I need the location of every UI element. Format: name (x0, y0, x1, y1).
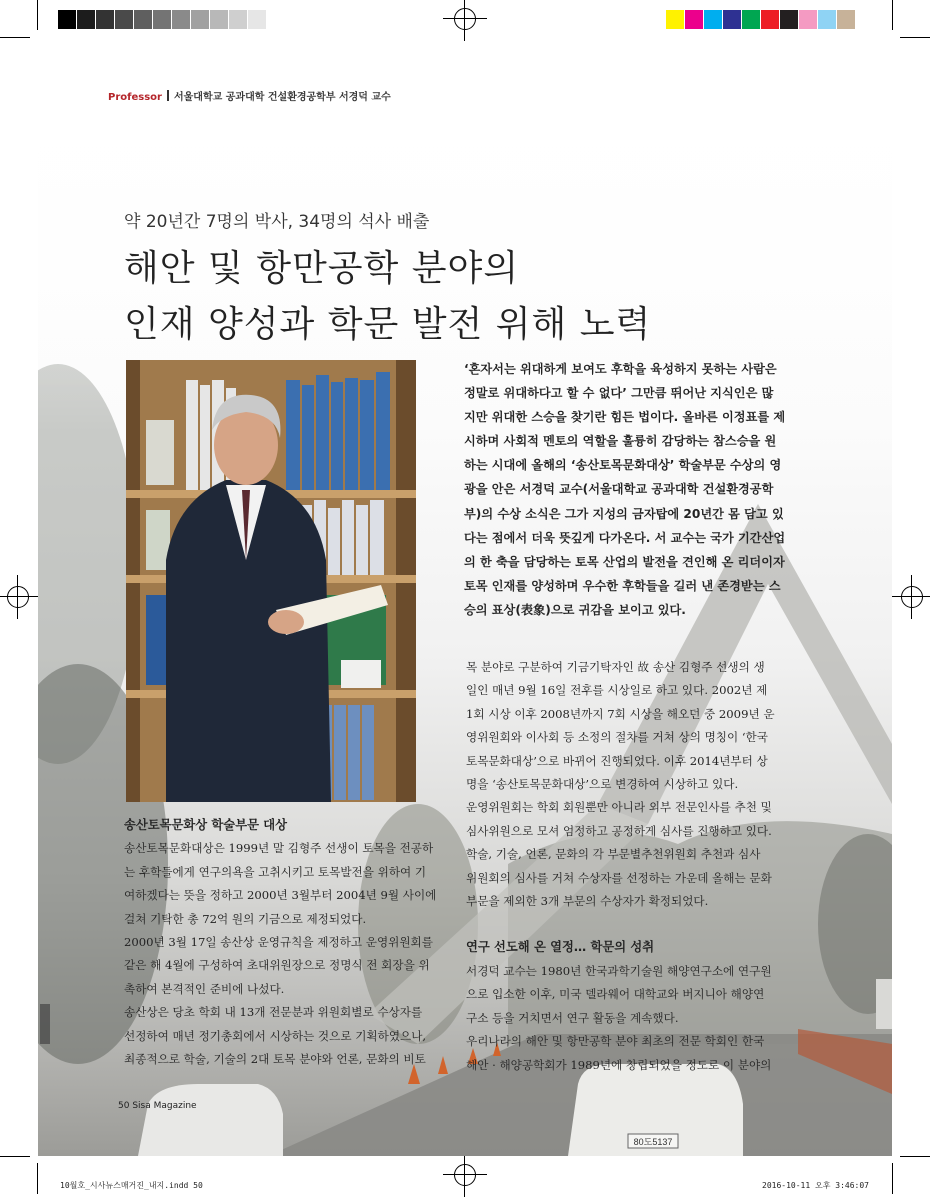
header-divider (167, 90, 169, 101)
professor-portrait-photo (126, 360, 416, 802)
body-line: 는 후학들에게 연구의욕을 고취시키고 토목발전을 위하여 기 (124, 864, 427, 879)
body-line: 위원회의 심사를 거쳐 수상자를 선정하는 가운데 올해는 문화 (466, 870, 772, 885)
article-subtitle: 약 20년간 7명의 박사, 34명의 석사 배출 (124, 212, 430, 232)
process-swatch (666, 10, 685, 29)
lead-line: 하는 시대에 올해의 ‘송산토목문화대상’ 학술부문 수상의 영 (464, 458, 782, 473)
body-line: 송산상은 당초 학회 내 13개 전문분과 위원회별로 수상자를 (124, 1005, 423, 1020)
process-color-bar (666, 10, 856, 29)
crop-mark (0, 1156, 30, 1157)
body-line: 2000년 3월 17일 송산상 운영규칙을 제정하고 운영위원회를 (124, 935, 433, 950)
crop-mark (892, 1163, 893, 1194)
registration-mark-bottom (443, 1153, 487, 1197)
lead-line: 의 한 축을 담당하는 토목 산업의 발전을 견인해 온 리더이자 (464, 554, 785, 569)
body-line: 해안 · 해양공학회가 1989년에 창립되었을 정도로 이 분야의 (466, 1057, 772, 1072)
header-affiliation: 서울대학교 공과대학 건설환경공학부 서경덕 교수 (173, 92, 391, 103)
lead-line: 승의 표상(表象)으로 귀감을 보이고 있다. (464, 602, 686, 617)
lead-paragraph (464, 357, 819, 622)
body-line: 명을 ‘송산토목문화대상’으로 변경하여 시상하고 있다. (466, 777, 739, 792)
left-body-column (124, 814, 436, 1071)
lead-line: 다는 점에서 더욱 뜻깊게 다가온다. 서 교수는 국가 기간산업 (464, 530, 786, 545)
lead-line: 지만 위대한 스승을 찾기란 힘든 법이다. 올바른 이정표를 제 (464, 410, 786, 425)
gray-swatch (248, 10, 267, 29)
process-swatch (799, 10, 818, 29)
lead-line: 광을 안은 서경덕 교수(서울대학교 공과대학 건설환경공학 (464, 482, 774, 497)
body-line: 학술, 기술, 언론, 문화의 각 부문별추천위원회 추천과 심사 (466, 847, 761, 862)
section-header (108, 88, 391, 103)
gray-swatch (210, 10, 229, 29)
lead-line: 토목 인재를 양성하며 우수한 후학들을 길러 낸 존경받는 스 (464, 578, 781, 593)
paragraph-gap (466, 913, 775, 936)
section-label: Professor (108, 92, 162, 103)
body-line: 으로 입소한 이후, 미국 델라웨어 대학교와 버지니아 해양연 (466, 987, 765, 1002)
gray-swatch (115, 10, 134, 29)
body-line: 우리나라의 해안 및 항만공학 분야 최초의 전문 학회인 한국 (466, 1034, 765, 1049)
article-title-line-2: 인재 양성과 학문 발전 위해 노력 (124, 304, 652, 345)
body-line: 여하겠다는 뜻을 정하고 2000년 3월부터 2004년 9월 사이에 (124, 888, 437, 903)
body-line: 부문을 제외한 3개 부문의 수상자가 확정되었다. (466, 894, 709, 909)
lead-line: 부)의 수상 소식은 그가 지성의 금자탑에 20년간 몸 담고 있 (464, 506, 784, 521)
process-swatch (818, 10, 837, 29)
body-line: 최종적으로 학술, 기술의 2대 토목 분야와 언론, 문화의 비토 (124, 1052, 426, 1067)
gray-swatch (191, 10, 210, 29)
body-line: 촉하여 본격적인 준비에 나섰다. (124, 981, 285, 996)
magazine-page (38, 44, 892, 1156)
lead-line: 시하며 사회적 멘토의 역할을 훌륭히 감당하는 참스승을 원 (464, 434, 777, 449)
process-swatch (761, 10, 780, 29)
gray-swatch (172, 10, 191, 29)
gray-swatch (58, 10, 77, 29)
process-swatch (837, 10, 856, 29)
crop-mark (900, 1156, 930, 1157)
process-swatch (685, 10, 704, 29)
body-line: 서경덕 교수는 1980년 한국과학기술원 해양연구소에 연구원 (466, 963, 772, 978)
body-line: 같은 해 4월에 구성하여 초대위원장으로 정명식 전 회장을 위 (124, 958, 430, 973)
body-line: 영위원회와 이사회 등 소정의 절차를 거쳐 상의 명칭이 ‘한국 (466, 730, 768, 745)
body-line: 걸쳐 기탁한 총 72억 원의 기금으로 제정되었다. (124, 911, 367, 926)
registration-mark-top (443, 0, 487, 41)
slug-filename: 10월호_시사뉴스매거진_내지.indd 50 (60, 1181, 203, 1190)
body-line: 목 분야로 구분하여 기금기탁자인 故 송산 김형주 선생의 생 (466, 660, 765, 674)
registration-mark-left (0, 575, 40, 619)
right-body-column (466, 656, 775, 1077)
registration-mark-right (890, 575, 930, 619)
crop-mark (900, 37, 930, 38)
process-swatch (780, 10, 799, 29)
process-swatch (742, 10, 761, 29)
crop-mark (0, 37, 30, 38)
slug-timestamp: 2016-10-11 오후 3:46:07 (762, 1181, 869, 1190)
gray-color-bar (58, 10, 267, 29)
lead-line: 정말로 위대하다고 할 수 없다’ 그만큼 뛰어난 지식인은 많 (464, 386, 774, 401)
body-line: 운영위원회는 학회 회원뿐만 아니라 외부 전문인사를 추천 및 (466, 800, 772, 815)
gray-swatch (229, 10, 248, 29)
body-line: 송산토목문화대상은 1999년 말 김형주 선생이 토목을 전공하 (124, 841, 434, 856)
process-swatch (723, 10, 742, 29)
body-line: 심사위원으로 모셔 엄정하고 공정하게 심사를 진행하고 있다. (466, 823, 772, 838)
gray-swatch (153, 10, 172, 29)
left-section-heading: 송산토목문화상 학술부문 대상 (124, 818, 287, 832)
body-line: 토목문화대상’으로 바뀌어 진행되었다. 이후 2014년부터 상 (466, 753, 768, 768)
crop-mark (37, 0, 38, 30)
body-line: 일인 매년 9월 16일 전후를 시상일로 하고 있다. 2002년 제 (466, 683, 768, 698)
body-line: 선정하여 매년 정기총회에서 시상하는 것으로 기획하였으나, (124, 1028, 427, 1043)
gray-swatch (77, 10, 96, 29)
crop-mark (892, 0, 893, 30)
page-folio: 50 Sisa Magazine (118, 1101, 197, 1111)
body-line: 1회 시상 이후 2008년까지 7회 시상을 해오던 중 2009년 운 (466, 706, 775, 721)
crop-mark (37, 1163, 38, 1194)
gray-swatch (134, 10, 153, 29)
process-swatch (704, 10, 723, 29)
gray-swatch (96, 10, 115, 29)
article-title-line-1: 해안 및 항만공학 분야의 (124, 248, 520, 289)
right-section-heading: 연구 선도해 온 열정… 학문의 성취 (466, 940, 655, 955)
body-line: 구소 등을 거치면서 연구 활동을 계속했다. (466, 1010, 679, 1025)
lead-line: ‘혼자서는 위대하게 보여도 후학을 육성하지 못하는 사람은 (464, 362, 777, 376)
